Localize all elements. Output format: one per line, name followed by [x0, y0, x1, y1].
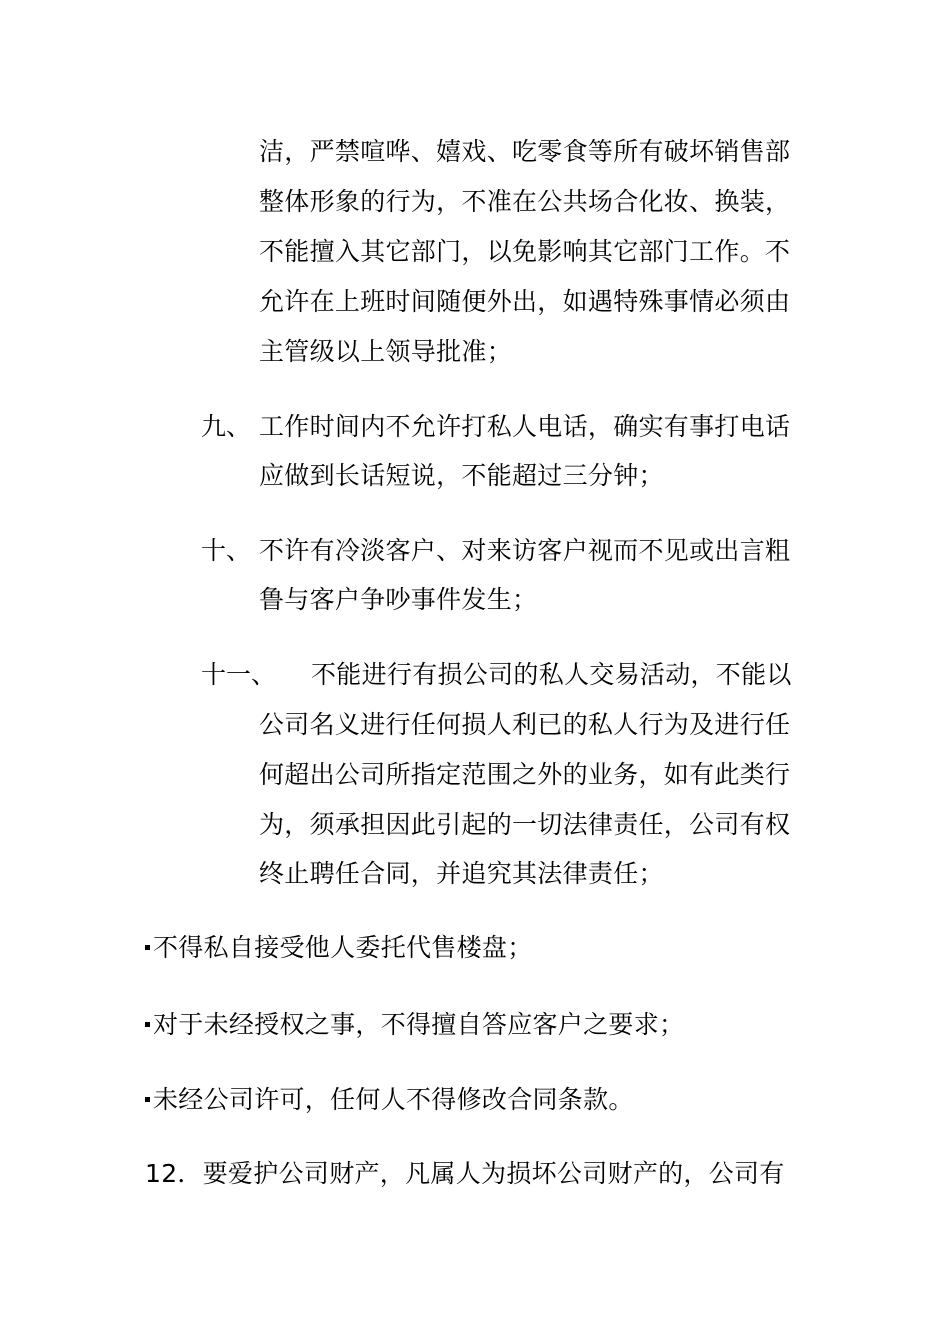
item-11-line: 为，须承担因此引起的一切法律责任，公司有权 [259, 810, 791, 839]
square-bullet-icon [145, 1097, 150, 1102]
paragraph-line: 洁，严禁喧哗、嬉戏、吃零食等所有破坏销售部 [259, 137, 791, 166]
item-9-line: 应做到长话短说，不能超过三分钟； [259, 461, 664, 490]
paragraph-line: 主管级以上领导批准； [259, 337, 513, 366]
bullet-item [145, 1008, 684, 1042]
item-11-line: 公司名义进行任何损人利已的私人行为及进行任 [259, 710, 791, 739]
bullet-text: 不得私自接受他人委托代售楼盘； [153, 933, 533, 962]
paragraph-line: 不能擅入其它部门，以免影响其它部门工作。不 [259, 237, 791, 266]
bullet-text: 对于未经授权之事，不得擅自答应客户之要求； [153, 1010, 685, 1039]
item-11-line: 何超出公司所指定范围之外的业务，如有此类行 [259, 760, 791, 789]
item-12-line: 12．要爱护公司财产，凡属人为损坏公司财产的，公司有 [145, 1159, 785, 1188]
list-marker-10: 十、 [201, 536, 252, 565]
paragraph-line: 整体形象的行为，不准在公共场合化妆、换装， [259, 187, 791, 216]
item-11-line: 终止聘任合同，并追究其法律责任； [259, 859, 664, 888]
item-9-line: 工作时间内不允许打私人电话，确实有事打电话 [259, 412, 791, 441]
bullet-text: 未经公司许可，任何人不得修改合同条款。 [153, 1085, 634, 1114]
item-10-line: 鲁与客户争吵事件发生； [259, 585, 538, 614]
square-bullet-icon [145, 945, 150, 950]
item-11-line: 不能进行有损公司的私人交易活动，不能以 [311, 660, 792, 689]
bullet-item [145, 931, 533, 965]
list-marker-11: 十一、 [201, 660, 277, 689]
paragraph-line: 允许在上班时间随便外出，如遇特殊事情必须由 [259, 287, 791, 316]
item-10-line: 不许有冷淡客户、对来访客户视而不见或出言粗 [259, 536, 791, 565]
list-marker-9: 九、 [201, 412, 252, 441]
bullet-item [145, 1083, 634, 1117]
square-bullet-icon [145, 1022, 150, 1027]
